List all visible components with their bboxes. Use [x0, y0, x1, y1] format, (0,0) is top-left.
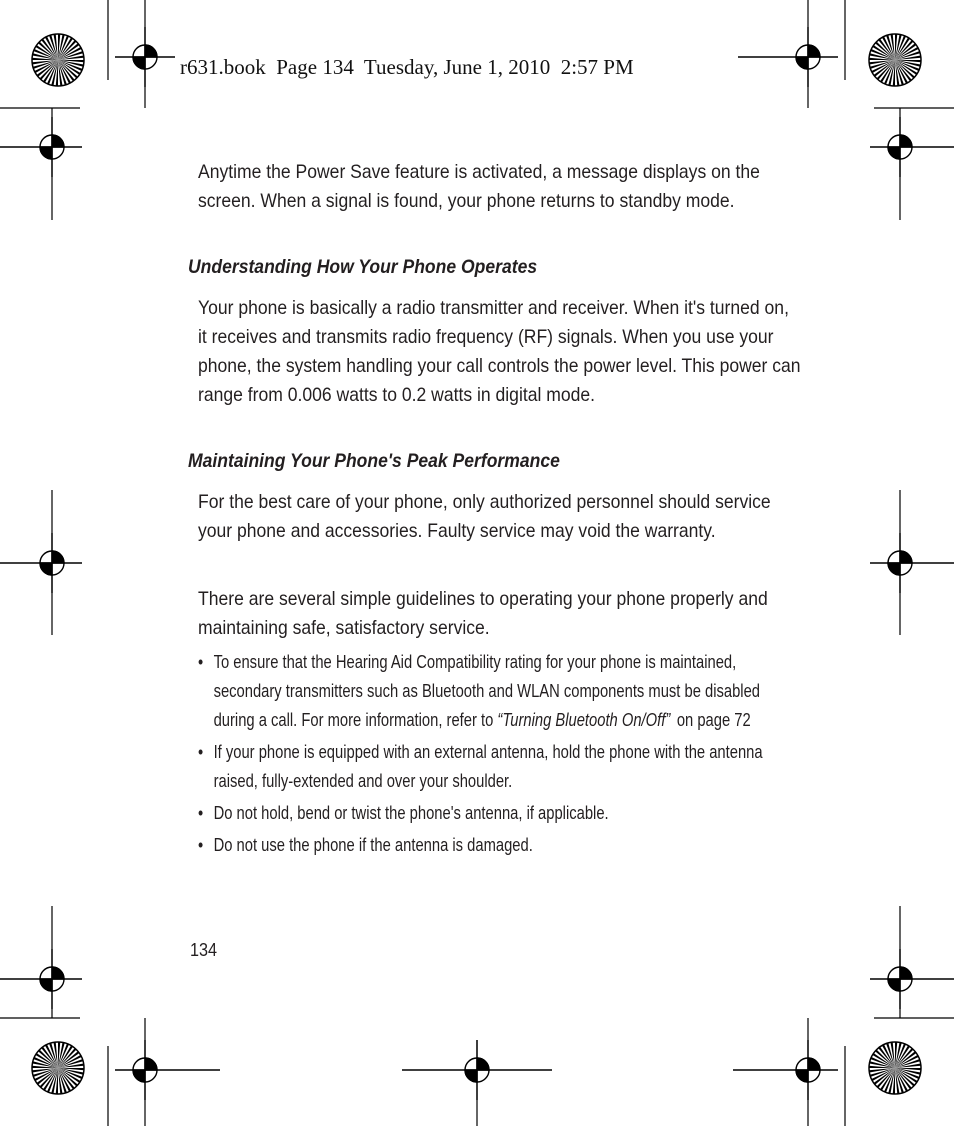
list-item	[198, 738, 788, 796]
list-item	[198, 648, 788, 735]
page-reference: on page 72	[676, 710, 751, 730]
list-item-text: Do not use the phone if the antenna is damaged.	[213, 835, 533, 855]
book-info-header: r631.book Page 134 Tuesday, June 1, 2010 2:57 PM	[180, 55, 634, 79]
registration-starburst	[32, 1042, 84, 1094]
cross-reference-link[interactable]: “Turning Bluetooth On/Off”	[497, 710, 671, 730]
intro-paragraph: Anytime the Power Save feature is activated, a message displays on the screen. When a signal is found, your phone returns to standby mode.	[198, 161, 760, 212]
registration-starburst	[869, 34, 921, 86]
list-item-text: To ensure that the Hearing Aid Compatibility rating for your phone is maintained, secondary transmitters such as Bluetooth and WLAN components must be disabled during a call. For more information, refer to	[213, 652, 760, 730]
page-number: 134	[190, 940, 218, 960]
section-body-guidelines: There are several simple guidelines to operating your phone properly and maintaining safe, satisfactory service.	[198, 588, 768, 639]
list-item	[198, 799, 788, 828]
registration-starburst	[32, 34, 84, 86]
list-item-text: If your phone is equipped with an external antenna, hold the phone with the antenna raised, fully-extended and over your shoulder.	[213, 742, 763, 791]
registration-starburst	[869, 1042, 921, 1094]
guidelines-list	[198, 648, 788, 863]
section-heading-peak-performance: Maintaining Your Phone's Peak Performance	[188, 450, 560, 472]
section-heading-phone-operates: Understanding How Your Phone Operates	[188, 256, 538, 278]
list-item	[198, 831, 788, 860]
section-body-phone-operates: Your phone is basically a radio transmitter and receiver. When it's turned on, it receives and transmits radio frequency (RF) signals. When you use your phone, the system handling your call controls the power level. This power can range from 0.006 watts to 0.2 watts in digital mode.	[198, 297, 801, 406]
list-item-text: Do not hold, bend or twist the phone's antenna, if applicable.	[213, 803, 609, 823]
section-body-care: For the best care of your phone, only authorized personnel should service your phone and accessories. Faulty service may void the warranty.	[198, 491, 771, 542]
